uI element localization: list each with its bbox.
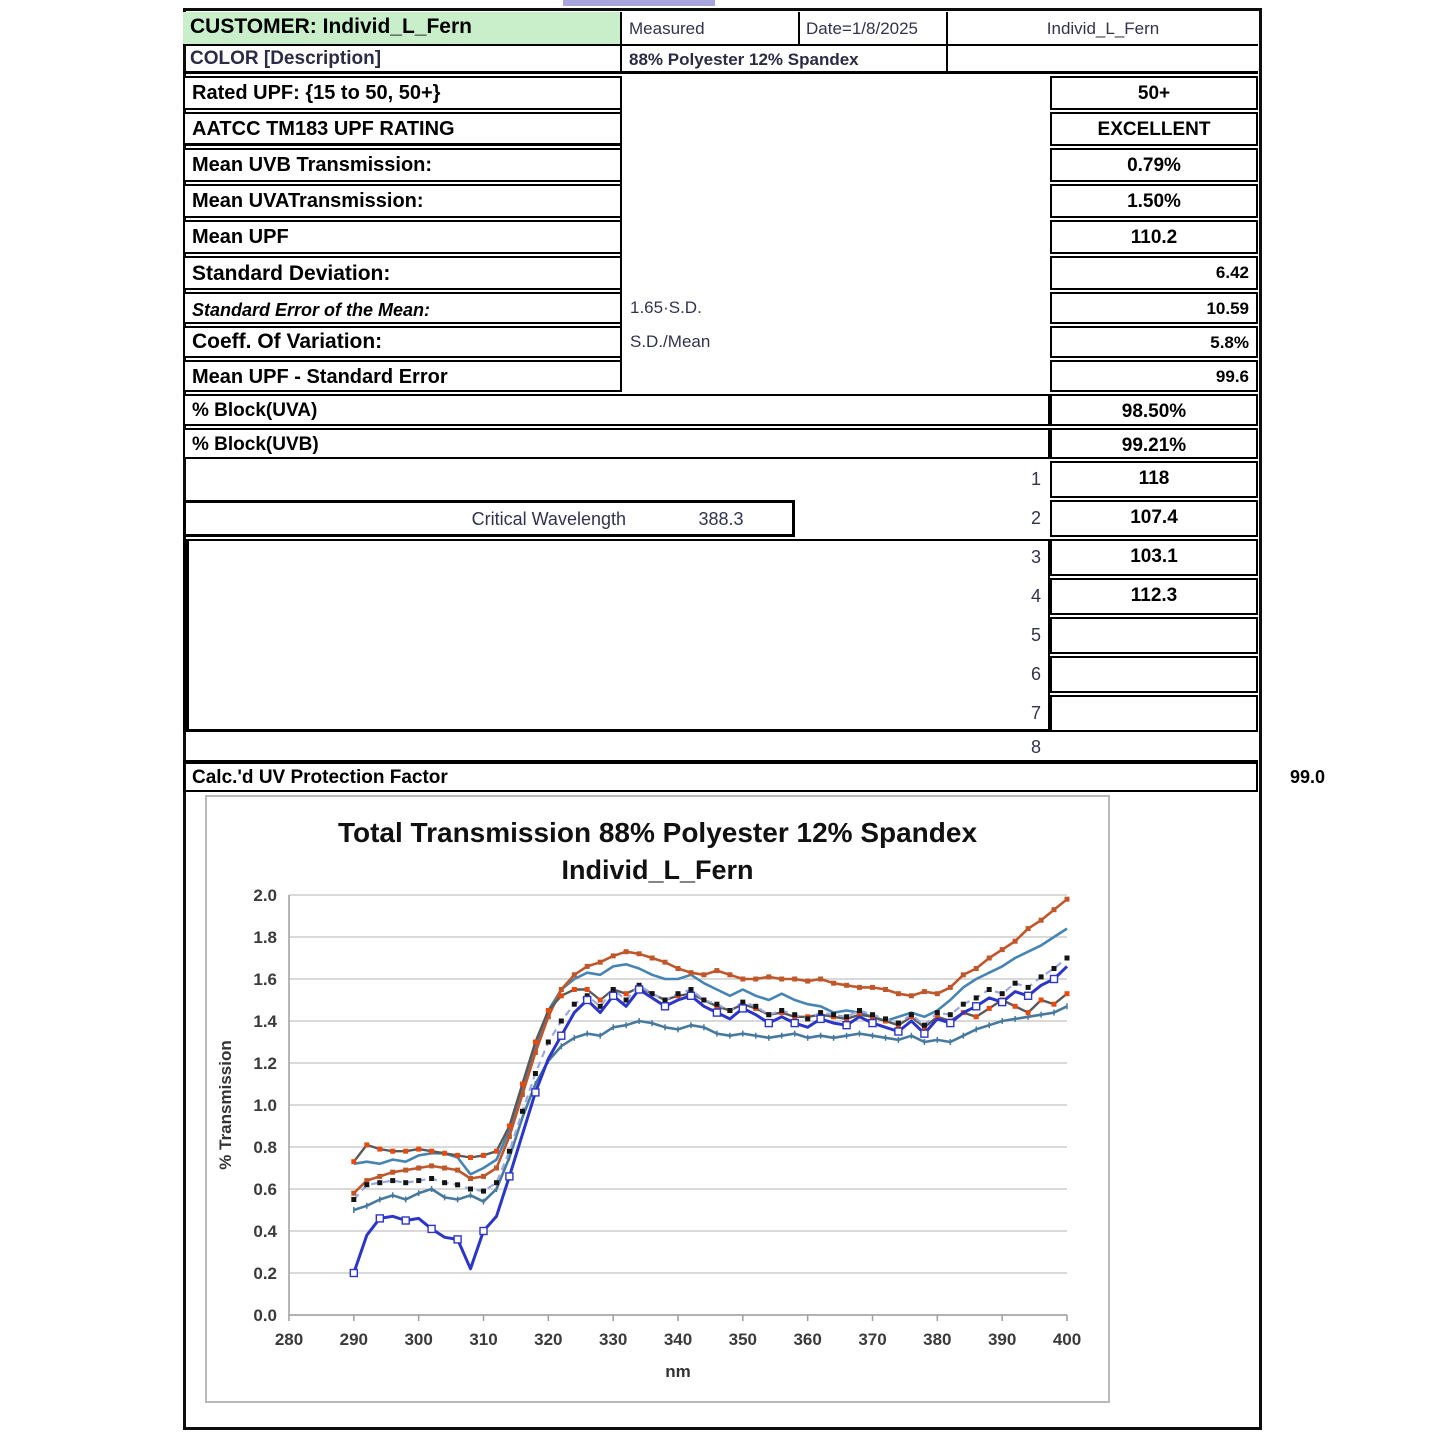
std-error-value-text: 10.59 — [1206, 299, 1249, 318]
fabric-cell — [622, 46, 948, 74]
row-label-mean-uva — [183, 184, 622, 218]
mean-upf-value-text: 110.2 — [1130, 227, 1178, 248]
svg-text:0.4: 0.4 — [253, 1222, 277, 1241]
row-label-std-dev — [183, 256, 622, 290]
chart-subtitle: Individ_L_Fern — [561, 855, 754, 885]
mean-uva-value-text: 1.50% — [1127, 191, 1181, 212]
mean-uvb-value-text: 0.79% — [1127, 155, 1181, 176]
specimen-num-2 — [975, 500, 1045, 537]
specimen-value-4 — [1050, 578, 1258, 615]
coeff-variation-value-text: 5.8% — [1210, 333, 1249, 352]
specimen-num-3 — [975, 539, 1045, 576]
specimen-num-3-text: 3 — [1030, 547, 1041, 567]
calc-upf-label: Calc.'d UV Protection Factor — [192, 767, 448, 788]
aatcc-rating-value-text: EXCELLENT — [1097, 119, 1211, 140]
svg-text:300: 300 — [404, 1330, 433, 1349]
header-empty-cell — [948, 46, 1258, 74]
rated-upf-value-text: 50+ — [1137, 83, 1171, 104]
mean-uvb-label: Mean UVB Transmission: — [192, 154, 433, 176]
svg-text:390: 390 — [987, 1330, 1017, 1349]
coeff-variation-label: Coeff. Of Variation: — [192, 330, 383, 353]
specimen-value-1-text: 118 — [1138, 468, 1170, 489]
svg-text:0.2: 0.2 — [253, 1264, 277, 1283]
upf-minus-se-value — [1050, 360, 1258, 392]
sample-name: Individ_L_Fern — [1046, 19, 1160, 38]
top-highlight-bar — [563, 0, 715, 6]
svg-text:nm: nm — [665, 1362, 691, 1381]
specimen-num-7-text: 7 — [1030, 703, 1041, 723]
customer-header-cell — [183, 12, 622, 46]
row-label-block-uva — [183, 394, 1050, 426]
calc-upf-row — [183, 762, 1326, 792]
coeff-variation-value — [1050, 326, 1258, 358]
svg-text:330: 330 — [598, 1330, 628, 1349]
svg-text:1.2: 1.2 — [253, 1054, 277, 1073]
std-error-formula — [630, 292, 800, 324]
svg-text:2.0: 2.0 — [253, 886, 277, 905]
mean-uva-value — [1050, 184, 1258, 218]
date-cell — [800, 12, 948, 46]
specimen-value-3-text: 103.1 — [1130, 546, 1178, 567]
specimen-value-5 — [1050, 617, 1258, 654]
specimen-value-2-text: 107.4 — [1130, 507, 1178, 528]
svg-text:0.6: 0.6 — [253, 1180, 277, 1199]
row-label-rated-upf — [183, 76, 622, 110]
specimen-value-6 — [1050, 656, 1258, 693]
specimen-num-1 — [975, 461, 1045, 498]
specimen-num-1-text: 1 — [1030, 469, 1041, 489]
customer-label: CUSTOMER: Individ_L_Fern — [190, 15, 472, 38]
block-uvb-value — [1050, 428, 1258, 459]
transmission-plot — [207, 857, 1112, 1402]
svg-text:360: 360 — [793, 1330, 822, 1349]
svg-text:340: 340 — [663, 1330, 693, 1349]
critical-wavelength-value: 388.3 — [698, 509, 744, 529]
chart-title: Total Transmission 88% Polyester 12% Spandex — [337, 817, 978, 848]
specimen-value-2 — [1050, 500, 1258, 537]
row-label-aatcc-rating — [183, 112, 622, 146]
svg-text:1.8: 1.8 — [253, 928, 277, 947]
row-label-coeff-variation — [183, 326, 622, 358]
color-description-label: COLOR [Description] — [190, 48, 382, 69]
specimen-num-6-text: 6 — [1030, 664, 1041, 684]
specimen-value-3 — [1050, 539, 1258, 576]
row-label-mean-uvb — [183, 148, 622, 182]
svg-text:0.8: 0.8 — [253, 1138, 277, 1157]
svg-text:320: 320 — [534, 1330, 563, 1349]
svg-text:290: 290 — [339, 1330, 369, 1349]
svg-text:310: 310 — [469, 1330, 498, 1349]
mean-upf-value — [1050, 220, 1258, 254]
specimen-num-6 — [975, 656, 1045, 693]
specimen-num-5-text: 5 — [1030, 625, 1041, 645]
aatcc-rating-label: AATCC TM183 UPF RATING — [192, 118, 455, 140]
coeff-variation-formula — [630, 326, 800, 358]
measured-cell — [622, 12, 800, 46]
calc-upf-value: 99.0 — [1290, 767, 1326, 787]
row-label-upf-minus-se — [183, 360, 622, 392]
std-error-formula-text: 1.65·S.D. — [630, 298, 702, 317]
svg-text:280: 280 — [274, 1330, 304, 1349]
std-dev-value — [1050, 256, 1258, 290]
svg-text:0.0: 0.0 — [253, 1306, 277, 1325]
critical-wavelength-label: Critical Wavelength — [471, 509, 626, 529]
rated-upf-value — [1050, 76, 1258, 110]
block-uva-label: % Block(UVA) — [192, 400, 318, 421]
specimen-num-2-text: 2 — [1030, 508, 1041, 528]
svg-text:1.4: 1.4 — [253, 1012, 277, 1031]
specimen-value-4-text: 112.3 — [1130, 585, 1178, 606]
specimen-row-8-strip — [183, 731, 1258, 762]
svg-text:1.0: 1.0 — [253, 1096, 277, 1115]
svg-text:350: 350 — [728, 1330, 758, 1349]
specimen-num-5 — [975, 617, 1045, 654]
color-description-cell — [183, 46, 622, 74]
std-error-label: Standard Error of the Mean: — [192, 300, 431, 320]
std-dev-value-text: 6.42 — [1215, 263, 1249, 282]
specimen-num-8-text: 8 — [1030, 737, 1041, 757]
svg-text:% Transmission: % Transmission — [216, 1040, 235, 1170]
specimen-num-4 — [975, 578, 1045, 615]
std-error-value — [1050, 292, 1258, 324]
row-label-mean-upf — [183, 220, 622, 254]
specimen-value-1 — [1050, 461, 1258, 498]
svg-text:1.6: 1.6 — [253, 970, 277, 989]
sample-name-cell — [948, 12, 1258, 46]
critical-wavelength-box — [183, 500, 795, 537]
aatcc-rating-value — [1050, 112, 1258, 146]
block-uva-value-text: 98.50% — [1121, 401, 1187, 422]
std-dev-label: Standard Deviation: — [192, 262, 391, 285]
svg-text:370: 370 — [858, 1330, 887, 1349]
svg-text:380: 380 — [923, 1330, 952, 1349]
specimen-num-7 — [975, 695, 1045, 732]
svg-text:400: 400 — [1052, 1330, 1082, 1349]
rated-upf-label: Rated UPF: {15 to 50, 50+} — [192, 82, 441, 104]
measured-label: Measured — [629, 19, 705, 38]
specimen-value-7 — [1050, 695, 1258, 732]
mean-uva-label: Mean UVATransmission: — [192, 190, 424, 212]
upf-minus-se-value-text: 99.6 — [1215, 367, 1249, 386]
date-value: Date=1/8/2025 — [806, 19, 919, 38]
fabric-composition: 88% Polyester 12% Spandex — [629, 50, 859, 69]
coeff-variation-formula-text: S.D./Mean — [630, 332, 711, 351]
block-uva-value — [1050, 394, 1258, 426]
row-label-std-error — [183, 292, 622, 324]
transmission-chart — [205, 795, 1110, 1403]
specimen-num-4-text: 4 — [1030, 586, 1041, 606]
upf-minus-se-label: Mean UPF - Standard Error — [192, 366, 448, 388]
mean-uvb-value — [1050, 148, 1258, 182]
block-uvb-value-text: 99.21% — [1121, 435, 1187, 456]
row-label-block-uvb — [183, 428, 1050, 459]
specimen-block-box — [183, 539, 1050, 731]
block-uvb-label: % Block(UVB) — [192, 434, 319, 455]
mean-upf-label: Mean UPF — [192, 226, 289, 248]
